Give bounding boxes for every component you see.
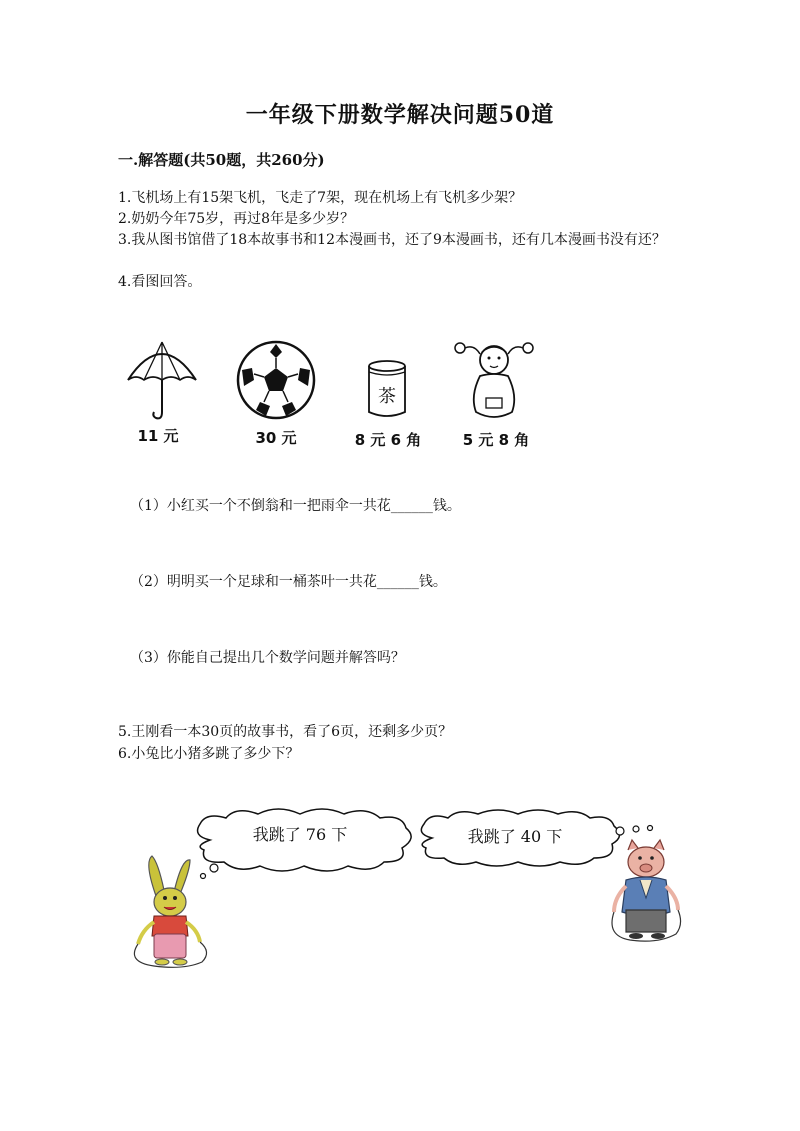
tumbler-doll-icon (452, 336, 536, 420)
doll-price: 5 元 8 角 (462, 431, 530, 449)
tea-price: 8 元 6 角 (354, 431, 422, 449)
question-4: 4.看图回答。 (118, 274, 202, 290)
pig-bubble-text: 我跳了 40 下 (467, 827, 563, 846)
pig-bubble-dots (612, 822, 662, 836)
soccer-ball-icon (236, 340, 316, 420)
rabbit-bubble-text: 我跳了 76 下 (252, 825, 348, 844)
question-6: 6.小兔比小猪多跳了多少下？ (118, 746, 300, 762)
pig-jump-rope-icon (606, 836, 686, 944)
umbrella-icon (126, 338, 198, 422)
question-4-part-1: （1）小红买一个不倒翁和一把雨伞一共花______钱。 (130, 498, 461, 514)
tea-label: 茶 (378, 386, 396, 407)
question-4-part-2: （2）明明买一个足球和一桶茶叶一共花______钱。 (130, 574, 447, 590)
umbrella-price: 11 元 (137, 427, 179, 445)
ball-price: 30 元 (255, 429, 297, 447)
question-5: 5.王刚看一本30页的故事书，看了6页，还剩多少页？ (118, 724, 453, 740)
question-1: 1.飞机场上有15架飞机，飞走了7架，现在机场上有飞机多少架？ (118, 190, 523, 206)
section-heading: 一.解答题(共50题，共260分) (118, 151, 325, 169)
question-3: 3.我从图书馆借了18本故事书和12本漫画书，还了9本漫画书，还有几本漫画书没有还？ (118, 232, 666, 248)
question-2: 2.奶奶今年75岁，再过8年是多少岁？ (118, 211, 355, 227)
rabbit-jump-rope-icon (124, 852, 214, 970)
question-4-part-3: （3）你能自己提出几个数学问题并解答吗？ (130, 650, 405, 666)
page-title: 一年级下册数学解决问题50道 (245, 102, 555, 128)
